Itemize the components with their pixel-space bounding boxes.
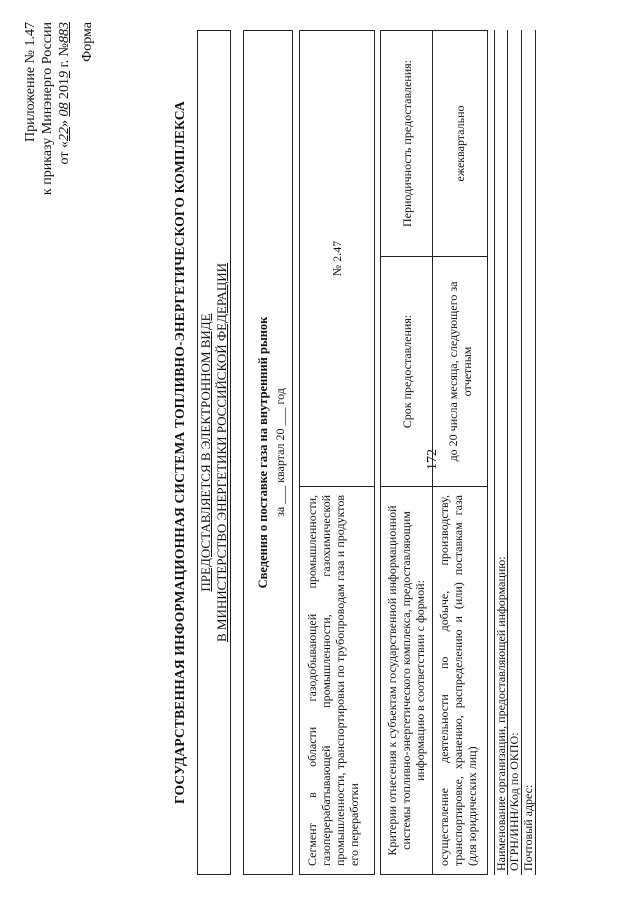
annex-order-date: от «22» 08 2019 г. №883 <box>57 22 72 165</box>
form-number: № 2.47 <box>330 240 344 277</box>
annex-header <box>22 22 73 237</box>
org-name-field: Наименование организации, предоставляющей информацию: <box>495 30 508 875</box>
report-title-box <box>243 30 293 875</box>
annex-order-ref: к приказу Минэнерго России <box>40 22 55 196</box>
order-day: 22 <box>57 127 72 142</box>
segment-table <box>299 30 375 875</box>
deadline-value: до 20 числа месяца, следующего за отчетным <box>433 256 487 486</box>
deadline-header: Срок предоставления: <box>381 256 432 486</box>
annex-number: Приложение № 1.47 <box>23 22 38 142</box>
order-year-digit: 9 <box>57 71 72 79</box>
submission-line-2: В МИНИСТЕРСТВО ЭНЕРГЕТИКИ РОССИЙСКОЙ ФЕДЕРАЦИИ <box>214 263 229 642</box>
periodicity-value: ежеквартально <box>453 105 467 182</box>
org-ids-field: ОГРН/ИНН/Код по ОКПО: <box>508 30 521 875</box>
org-address-field: Почтовый адрес: <box>520 784 535 871</box>
form-label: Форма <box>80 22 95 62</box>
criteria-header-row <box>381 31 433 874</box>
criteria-value: осуществление деятельности по добыче, производству, транспортировке, хранению, распределению и (или) поставкам газа (для юридических лиц) <box>433 486 487 874</box>
submission-box <box>197 30 231 875</box>
periodicity-header: Периодичность предоставления: <box>399 60 414 227</box>
page-number: 172 <box>425 449 440 470</box>
order-month: 08 <box>57 102 72 117</box>
criteria-table <box>380 30 488 875</box>
organization-table <box>494 30 536 875</box>
report-title: Сведения о поставке газа на внутренний рынок <box>256 316 270 589</box>
main-title: ГОСУДАРСТВЕННАЯ ИНФОРМАЦИОННАЯ СИСТЕМА ТОПЛИВНО-ЭНЕРГЕТИЧЕСКОГО КОМПЛЕКСА <box>172 101 187 804</box>
criteria-header: Критерии отнесения к субъектам государственной информационной системы топливно-энергетического комплекса, предоставляющим информацию в соответствии с формой: <box>381 486 432 874</box>
order-number: 883 <box>57 22 72 43</box>
submission-line-1: ПРЕДОСТАВЛЯЕТСЯ В ЭЛЕКТРОННОМ ВИДЕ <box>198 313 213 592</box>
report-period: за ___ квартал 20 ___ год <box>273 388 287 517</box>
criteria-value-row <box>433 31 487 874</box>
segment-description: Сегмент в области газодобывающей промышленности, газоперерабатывающей промышленности, газохимической промышленности, транспортировки по трубопроводам газа и продуктов его переработки <box>300 486 374 874</box>
